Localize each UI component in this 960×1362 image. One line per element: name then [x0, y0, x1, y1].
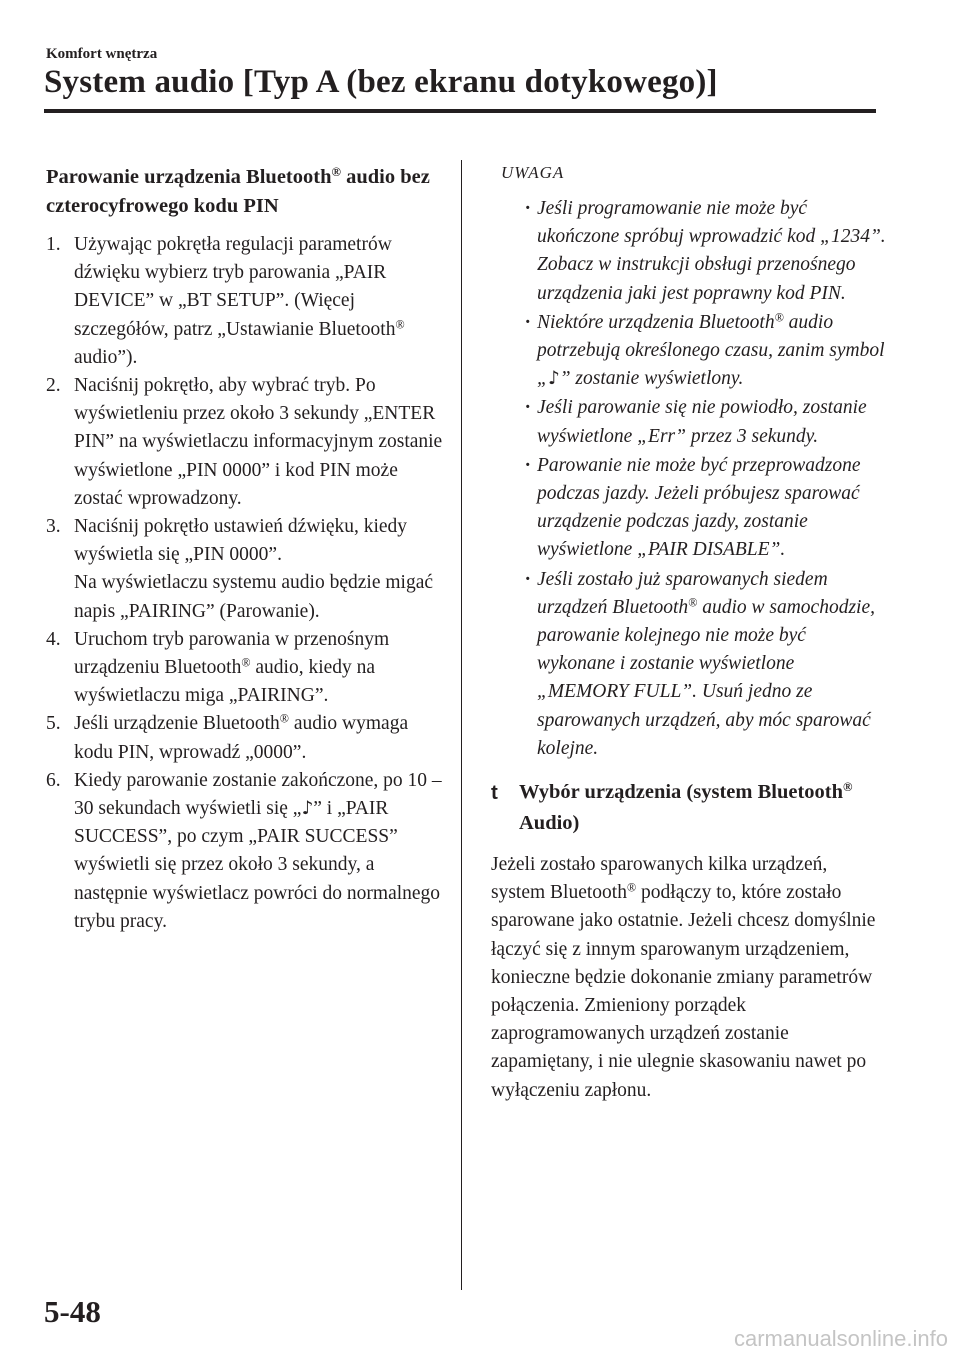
- step-number: 4.: [46, 628, 61, 650]
- note-text: Jeśli parowanie się nie powiodło, zostanie wyświetlone „Err” przez 3 sekundy.: [537, 397, 867, 447]
- step-text: Uruchom tryb parowania w przenośnym urządzeniu Bluetooth® audio, kiedy na wyświetlaczu miga „PAIRING”.: [74, 628, 390, 707]
- note-text: Niektóre urządzenia Bluetooth® audio potrzebują określonego czasu, zanim symbol „♪” zostanie wyświetlony.: [537, 310, 885, 390]
- step-number: 5.: [46, 713, 61, 735]
- step-text: Naciśnij pokrętło ustawień dźwięku, kiedy wyświetla się „PIN 0000”. Na wyświetlaczu systemu audio będzie migać napis „PAIRING” (Parowanie).: [74, 516, 434, 622]
- page-title: System audio [Typ A (bez ekranu dotykowego)]: [44, 64, 718, 100]
- heading-text: Parowanie urządzenia Bluetooth: [46, 166, 332, 188]
- left-column: [46, 163, 446, 936]
- step-number: 3.: [46, 516, 61, 538]
- note-item: [491, 195, 886, 308]
- step-list: [46, 231, 446, 936]
- page-number: 5-48: [44, 1294, 101, 1329]
- subsection-title: Wybór urządzenia (system Bluetooth® Audio): [519, 780, 853, 835]
- bullet: ·: [524, 568, 531, 590]
- note-text: Parowanie nie może być przeprowadzone podczas jazdy. Jeżeli próbujesz sparować urządzenie podczas jazdy, zostanie wyświetlone „PAIR DISABLE”.: [537, 454, 861, 561]
- step-number: 1.: [46, 234, 61, 255]
- registered-mark: ®: [331, 165, 341, 180]
- body-paragraph: Jeżeli zostało sparowanych kilka urządzeń, system Bluetooth® podłączy to, które zostało sparowane jako ostatnie. Jeżeli chcesz domyślnie łączyć się z innym sparowanym urządzeniem, konieczne będzie dokonanie zmiany parametrów połączenia. Zmieniony porządek zaprogramowanych urządzeń zostanie zapamiętany, i nie ulegnie skasowaniu nawet po wyłączeniu zapłonu.: [491, 854, 876, 1101]
- section-marker-icon: t: [491, 781, 498, 805]
- note-item: [491, 309, 886, 394]
- bullet: ·: [524, 311, 531, 333]
- step-item: [46, 513, 446, 626]
- subsection-heading: [491, 777, 886, 839]
- column-divider: [461, 160, 462, 1290]
- right-column: [491, 160, 886, 1105]
- registered-mark: ®: [688, 595, 698, 610]
- section-heading: [46, 163, 446, 221]
- note-text: Jeśli zostało już sparowanych siedem urządzeń Bluetooth® audio w samochodzie, parowanie kolejnego nie może być wykonane i zostanie wyświetlone „MEMORY FULL”. Usuń jedno ze sparowanych urządzeń, aby móc sparować kolejne.: [537, 568, 875, 759]
- registered-mark: ®: [774, 310, 784, 325]
- registered-mark: ®: [843, 780, 853, 795]
- step-item: [46, 626, 446, 711]
- step-text: Kiedy parowanie zostanie zakończone, po 10 – 30 sekundach wyświetli się „♪” i „PAIR SUCCESS”, po czym „PAIR SUCCESS” wyświetli się przez około 3 sekundy, a następnie wyświetlacz powróci do normalnego trybu pracy.: [74, 769, 442, 932]
- header-rule: [44, 109, 876, 113]
- music-note-icon: ♪: [547, 368, 560, 390]
- note-text: Jeśli programowanie nie może być ukończone spróbuj wprowadzić kod „1234”. Zobacz w instrukcji obsługi przenośnego urządzenia jaki jest poprawny kod PIN.: [537, 198, 886, 304]
- bullet: ·: [524, 397, 531, 419]
- step-number: 2.: [46, 375, 61, 397]
- note-item: [491, 452, 886, 565]
- registered-mark: ®: [395, 316, 405, 331]
- note-heading: UWAGA: [501, 163, 565, 182]
- registered-mark: ®: [279, 711, 289, 726]
- note-item: [491, 394, 886, 450]
- step-number: 6.: [46, 769, 61, 791]
- section-label: Komfort wnętrza: [46, 46, 158, 62]
- heading-text: audio bez czterocyfrowego kodu PIN: [46, 166, 430, 217]
- step-item: [46, 372, 446, 513]
- bullet: ·: [524, 198, 531, 219]
- step-text: Używając pokrętła regulacji parametrów dźwięku wybierz tryb parowania „PAIR DEVICE” w „BT SETUP”. (Więcej szczegółów, patrz „Ustawianie Bluetooth® audio”).: [74, 234, 405, 368]
- note-item: [491, 566, 886, 763]
- registered-mark: ®: [626, 880, 637, 895]
- watermark: carmanualsonline.info: [733, 1326, 948, 1351]
- bullet: ·: [524, 454, 531, 476]
- registered-mark: ®: [241, 655, 251, 670]
- step-text: Jeśli urządzenie Bluetooth® audio wymaga kodu PIN, wprowadź „0000”.: [74, 711, 409, 763]
- step-item: [46, 710, 446, 766]
- step-item: [46, 767, 446, 936]
- music-note-icon: ♪: [301, 798, 314, 820]
- note-list: [491, 195, 886, 763]
- step-text: Naciśnij pokrętło, aby wybrać tryb. Po wyświetleniu przez około 3 sekundy „ENTER PIN” na wyświetlaczu informacyjnym zostanie wyświetlone „PIN 0000” i kod PIN może zostać wprowadzony.: [74, 375, 443, 509]
- step-item: [46, 231, 446, 372]
